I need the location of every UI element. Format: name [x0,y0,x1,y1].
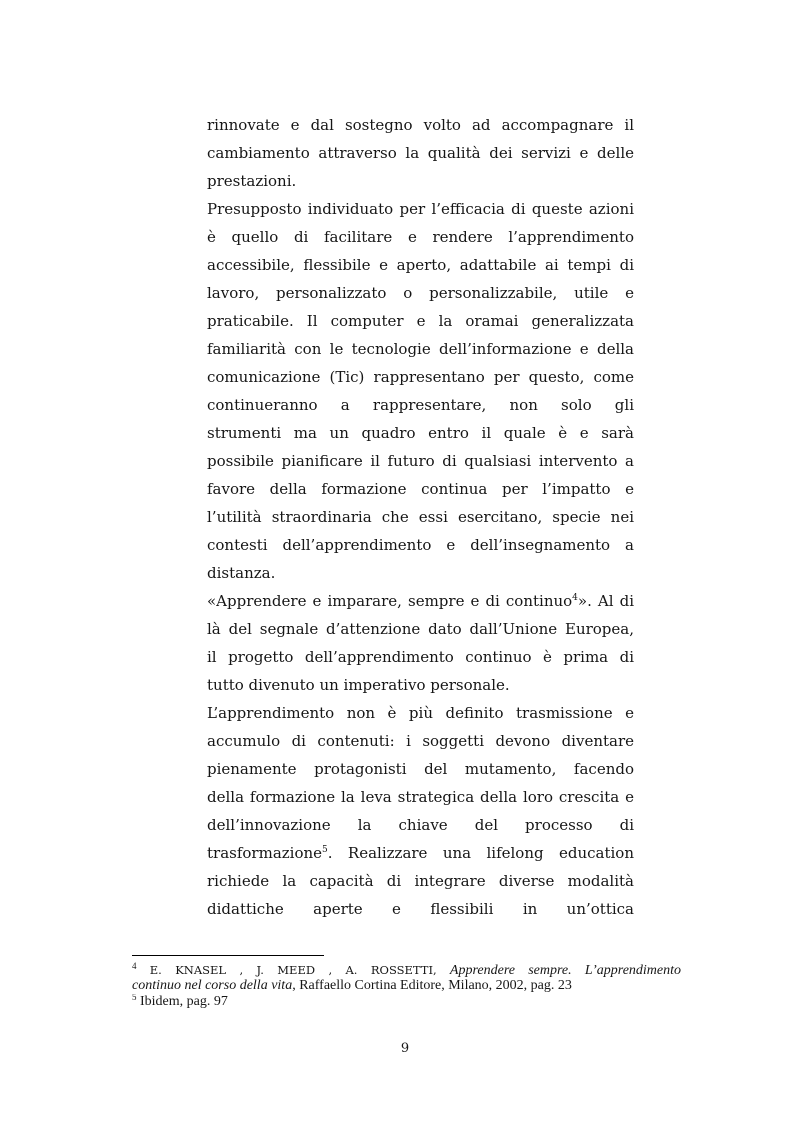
footnote-title: Apprendere sempre. L’apprendimento [449,963,681,978]
body-line: strumenti ma un quadro entro il quale è e sarà [207,424,634,442]
body-line: comunicazione (Tic) rappresentano per questo, come [207,368,634,386]
body-line: rinnovate e dal sostegno volto ad accompagnare il [207,116,634,134]
body-line: tutto divenuto un imperativo personale. [207,676,510,694]
body-line: L’apprendimento non è più definito trasmissione e [207,704,634,722]
footnote-publisher: , Raffaello Cortina Editore, Milano, 2002, pag. 23 [292,978,572,993]
footnote-title: continuo nel corso della vita [132,978,293,993]
footnote-authors: E. KNASEL , J. MEED , A. ROSSETTI, [149,963,437,977]
line-text: «Apprendere e imparare, sempre e di continuo [207,592,573,610]
body-line: là del segnale d’attenzione dato dall’Unione Europea, [207,620,634,638]
body-line: cambiamento attraverso la qualità dei servizi e delle [207,144,634,162]
body-line: contesti dell’apprendimento e dell’insegnamento a [207,536,634,554]
body-line: lavoro, personalizzato o personalizzabile, utile e [207,284,634,302]
body-line [207,839,634,867]
footnote-4-line-1 [132,962,681,978]
footnote-4-line-2 [132,978,681,994]
line-text: . Realizzare una lifelong education [327,844,634,862]
paragraph [207,699,634,923]
body-line: dell’innovazione la chiave del processo di [207,816,634,834]
body-text [207,111,634,923]
body-line: è quello di facilitare e rendere l’apprendimento [207,228,634,246]
body-line: richiede la capacità di integrare diverse modalità [207,872,634,890]
footnote-number: 4 [132,962,137,971]
footnote-text: Ibidem, pag. 97 [140,994,228,1009]
body-line: accumulo di contenuti: i soggetti devono diventare [207,732,634,750]
paragraph [207,195,634,587]
body-line: Presupposto individuato per l’efficacia di queste azioni [207,200,634,218]
paragraph [207,587,634,699]
body-line: praticabile. Il computer e la oramai generalizzata [207,312,634,330]
footnote-5 [132,994,681,1010]
body-line: familiarità con le tecnologie dell’informazione e della [207,340,634,358]
footnote-number: 5 [132,994,137,1002]
paragraph [207,111,634,195]
line-text: ». Al di [577,592,634,610]
footnote-separator [132,955,324,956]
footnotes [132,962,681,1010]
body-line: favore della formazione continua per l’impatto e [207,480,634,498]
body-line: pienamente protagonisti del mutamento, facendo [207,760,634,778]
page-number: 9 [400,1041,410,1056]
body-line: didattiche aperte e flessibili in un’ottica [207,900,634,918]
body-line: possibile pianificare il futuro di qualsiasi intervento a [207,452,634,470]
body-line: distanza. [207,564,276,582]
body-line [207,587,634,615]
body-line: continueranno a rappresentare, non solo gli [207,396,634,414]
body-line: l’utilità straordinaria che essi esercitano, specie nei [207,508,634,526]
line-text: trasformazione [207,844,323,862]
footnote-ref-4: 4 [572,593,578,603]
body-line: accessibile, flessibile e aperto, adattabile ai tempi di [207,256,634,274]
body-line: della formazione la leva strategica della loro crescita e [207,788,634,806]
body-line: il progetto dell’apprendimento continuo è prima di [207,648,634,666]
body-line: prestazioni. [207,172,297,190]
footnote-ref-5: 5 [322,845,328,855]
